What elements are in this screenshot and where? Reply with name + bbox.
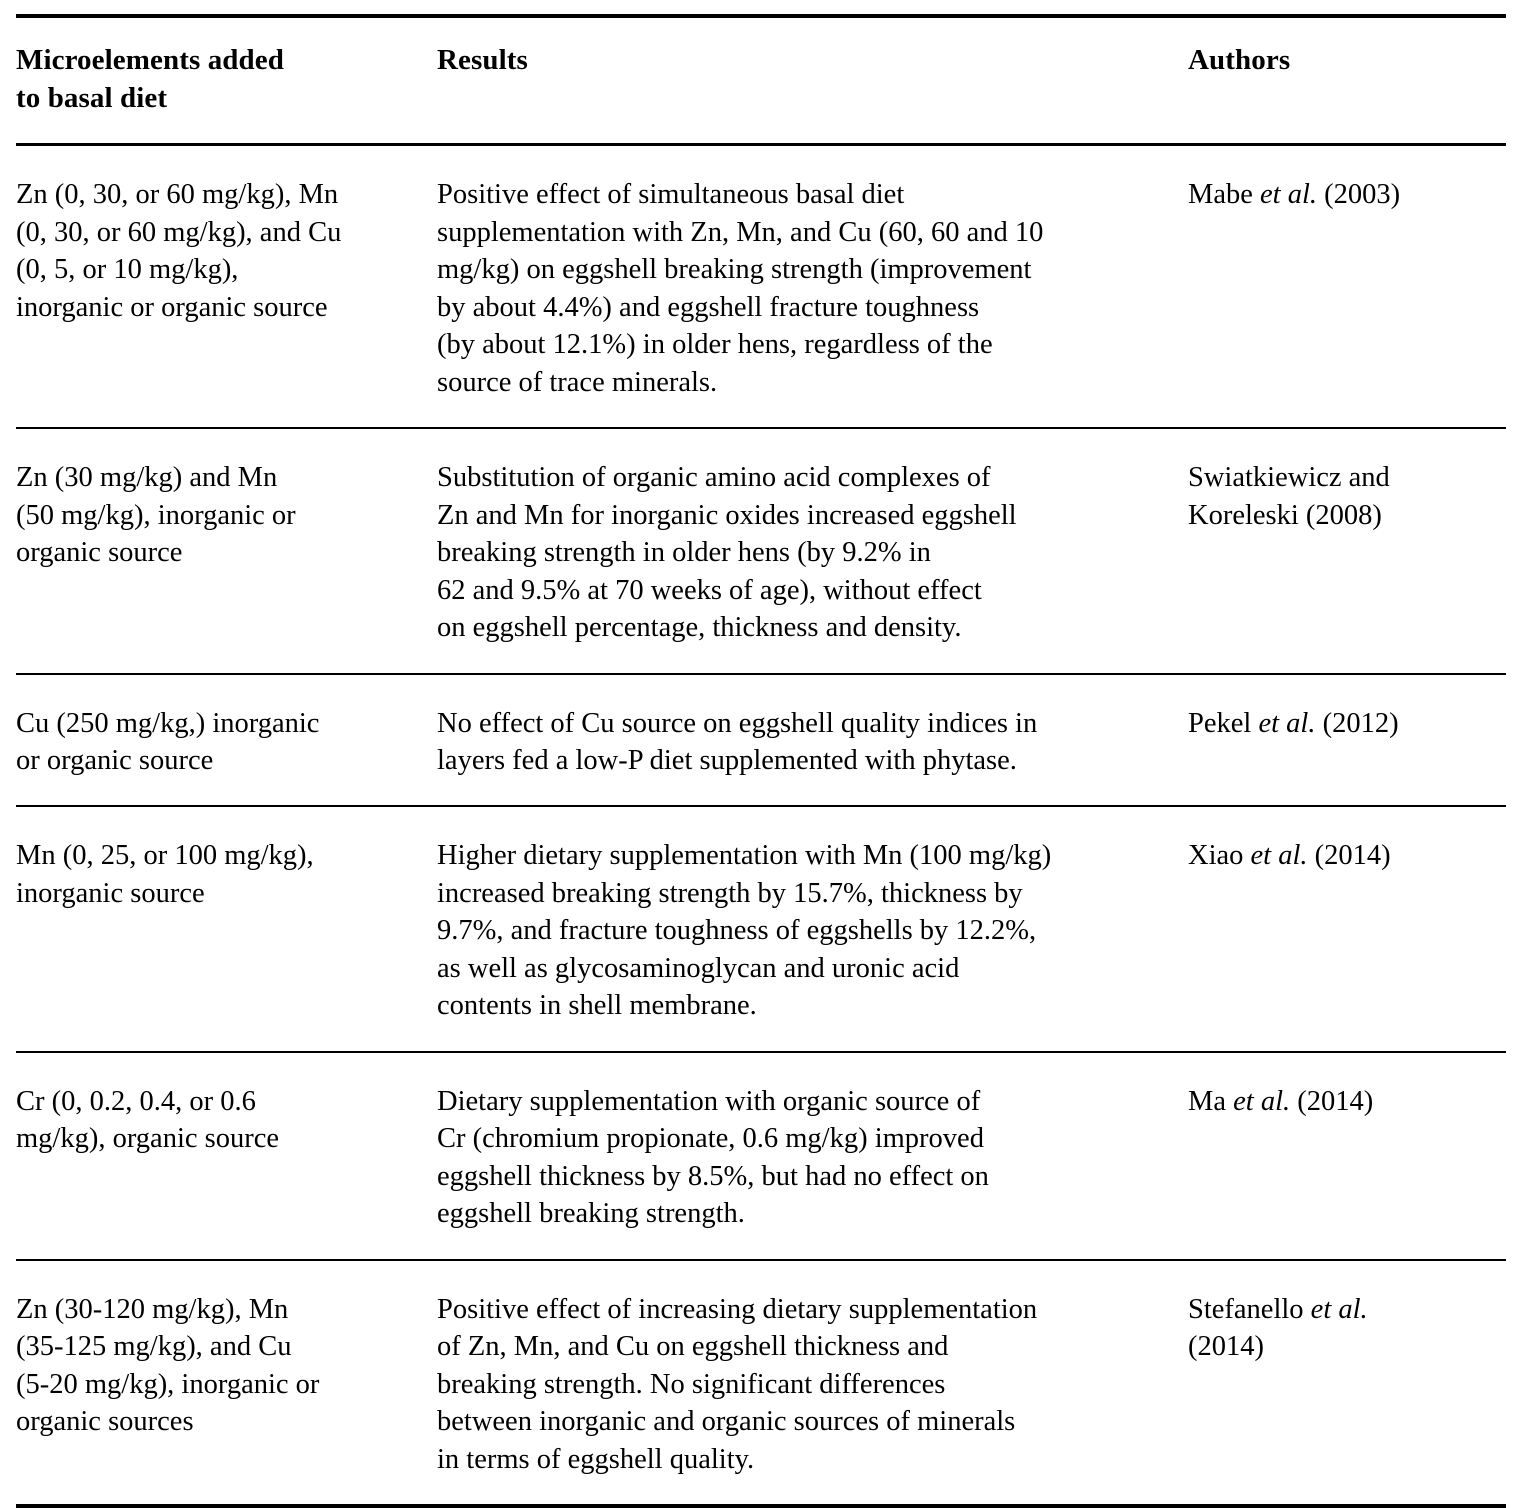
column-header-microelements [16,18,437,145]
table-bottom-rule [16,1504,1506,1508]
cell-line: organic sources [16,1406,194,1438]
cell-line: by about 4.4%) and eggshell fracture toughness [437,291,980,323]
cell-results [437,806,1188,1051]
cell-line: Cu (250 mg/kg,) inorganic [16,707,320,739]
cell-line: supplementation with Zn, Mn, and Cu (60, 60 and 10 [437,216,1044,248]
cell-microelements [16,1260,437,1504]
cell-line: Dietary supplementation with organic source of [437,1085,981,1117]
cell-line: inorganic or organic source [16,291,328,323]
column-header-microelements-line-2: to basal diet [16,81,168,114]
cell-line: Cr (chromium propionate, 0.6 mg/kg) improved [437,1123,984,1155]
cell-line: Zn (30-120 mg/kg), Mn [16,1293,289,1325]
citation-line: Swiatkiewicz and [1188,462,1390,494]
cell-results [437,1260,1188,1504]
cell-microelements [16,1052,437,1260]
cell-line: (5-20 mg/kg), inorganic or [16,1368,320,1400]
cell-authors [1188,1052,1506,1260]
cell-microelements [16,145,437,428]
table-header [16,18,1506,145]
column-header-microelements-line-1: Microelements added [16,44,284,76]
et-al-italic: et al. [1310,1293,1368,1325]
table-row [16,428,1506,673]
cell-line: Zn (30 mg/kg) and Mn [16,462,278,494]
cell-line: breaking strength. No significant differences [437,1368,946,1400]
cell-line: or organic source [16,745,214,776]
et-al-italic: et al. [1260,179,1318,211]
table-row [16,145,1506,428]
cell-line: (0, 5, or 10 mg/kg), [16,254,239,286]
column-header-authors [1188,18,1506,145]
cell-line: between inorganic and organic sources of minerals [437,1406,1016,1438]
cell-line: Zn and Mn for inorganic oxides increased eggshell [437,499,1017,531]
cell-line: inorganic source [16,877,205,909]
cell-authors [1188,806,1506,1051]
cell-microelements [16,428,437,673]
citation-line: Xiao et al. (2014) [1188,840,1391,872]
column-header-results [437,18,1188,145]
cell-results [437,1052,1188,1260]
cell-line: eggshell thickness by 8.5%, but had no effect on [437,1160,989,1192]
cell-line: (50 mg/kg), inorganic or [16,499,296,531]
cell-line: as well as glycosaminoglycan and uronic acid [437,952,960,984]
cell-line: Substitution of organic amino acid complexes of [437,462,991,494]
cell-line: (0, 30, or 60 mg/kg), and Cu [16,216,342,248]
cell-microelements [16,674,437,807]
cell-results [437,145,1188,428]
et-al-italic: et al. [1250,840,1308,872]
cell-line: layers fed a low-P diet supplemented with phytase. [437,745,1017,776]
table-row [16,674,1506,807]
table-container [0,14,1524,1508]
cell-line: organic source [16,537,183,569]
cell-authors [1188,145,1506,428]
cell-line: (by about 12.1%) in older hens, regardless of the [437,329,993,361]
cell-results [437,428,1188,673]
cell-line: No effect of Cu source on eggshell quality indices in [437,707,1038,739]
cell-line: on eggshell percentage, thickness and density. [437,612,962,644]
et-al-italic: et al. [1233,1085,1291,1117]
cell-line: increased breaking strength by 15.7%, thickness by [437,877,1023,909]
cell-line: 9.7%, and fracture toughness of eggshells by 12.2%, [437,915,1037,947]
table-row [16,806,1506,1051]
cell-line: Higher dietary supplementation with Mn (100 mg/kg) [437,840,1052,872]
cell-microelements [16,806,437,1051]
cell-line: Zn (0, 30, or 60 mg/kg), Mn [16,179,339,211]
table-body [16,145,1506,1504]
cell-line: 62 and 9.5% at 70 weeks of age), without effect [437,574,982,606]
header-row [16,18,1506,145]
cell-authors [1188,1260,1506,1504]
cell-line: eggshell breaking strength. [437,1198,745,1230]
column-header-authors-line-1: Authors [1188,44,1291,76]
cell-line: source of trace minerals. [437,366,718,398]
column-header-results-line-1: Results [437,44,528,76]
cell-line: contents in shell membrane. [437,990,757,1022]
table-row [16,1260,1506,1504]
cell-results [437,674,1188,807]
cell-line: (35-125 mg/kg), and Cu [16,1331,292,1363]
et-al-italic: et al. [1258,707,1316,739]
citation-line: Koreleski (2008) [1188,499,1382,531]
cell-line: mg/kg) on eggshell breaking strength (improvement [437,254,1032,286]
cell-line: in terms of eggshell quality. [437,1443,755,1475]
citation-line: Pekel et al. (2012) [1188,707,1399,739]
cell-authors [1188,428,1506,673]
cell-line: mg/kg), organic source [16,1123,280,1155]
cell-line: breaking strength in older hens (by 9.2% in [437,537,931,569]
citation-line: Mabe et al. (2003) [1188,179,1401,211]
cell-authors [1188,674,1506,807]
citation-line: Ma et al. (2014) [1188,1085,1374,1117]
cell-line: of Zn, Mn, and Cu on eggshell thickness and [437,1331,949,1363]
cell-line: Cr (0, 0.2, 0.4, or 0.6 [16,1085,256,1117]
cell-line: Mn (0, 25, or 100 mg/kg), [16,840,314,872]
cell-line: Positive effect of simultaneous basal diet [437,179,905,211]
cell-line: Positive effect of increasing dietary supplementation [437,1293,1038,1325]
citation-line: (2014) [1188,1331,1264,1363]
table-row [16,1052,1506,1260]
microelements-results-table [16,18,1506,1504]
citation-line: Stefanello et al. [1188,1293,1368,1325]
